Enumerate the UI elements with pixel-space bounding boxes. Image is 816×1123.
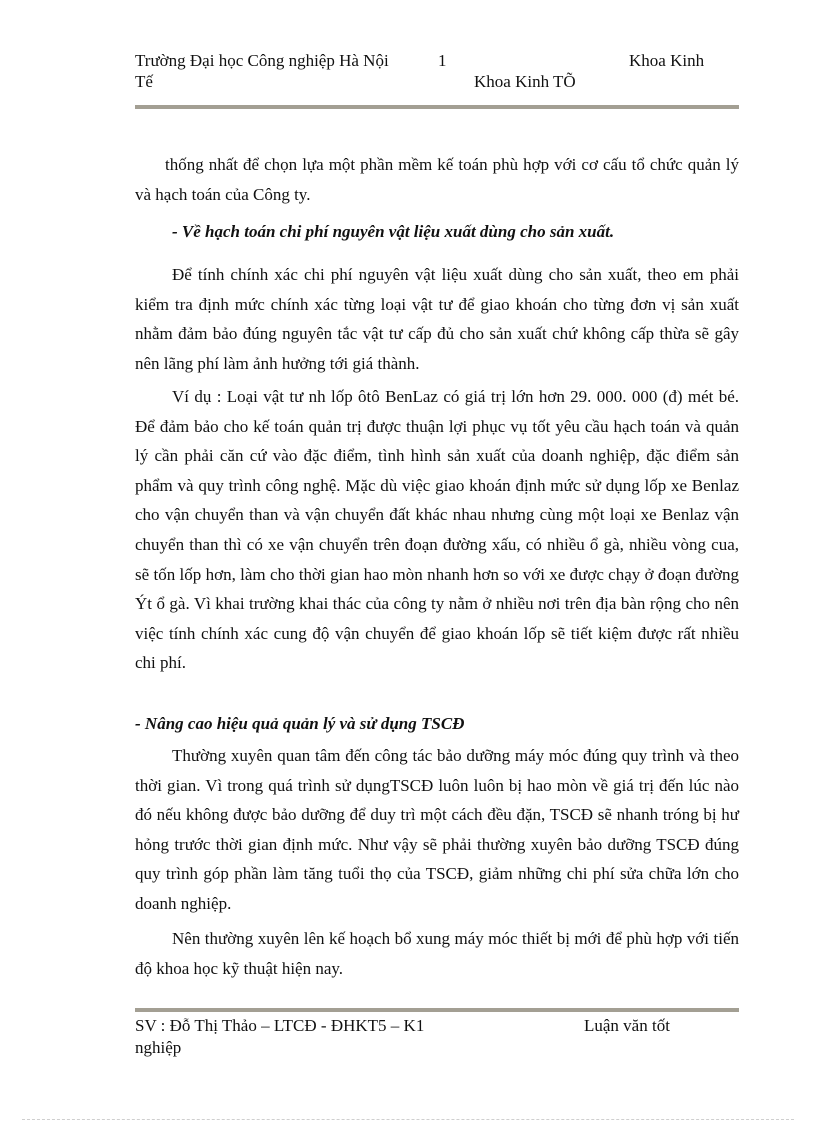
section-heading-fixed-assets: - Nâng cao hiệu quả quản lý và sử dụng TSCĐ [135,714,465,733]
header-rule [135,105,739,109]
paragraph-4: Thường xuyên quan tâm đến công tác bảo dưỡng máy móc đúng quy trình và theo thời gian. Vì trong quá trình sử dụngTSCĐ luôn luôn bị hao mòn về giá trị đến lúc nào đó nếu không được bảo dưỡng để duy trì một cách đều đặn, TSCĐ sẽ nhanh tróng bị hư hỏng trước thời gian định mức. Như vậy sẽ phải thường xuyên bảo dưỡng TSCĐ đúng quy trình góp phần làm tăng tuổi thọ của TSCĐ, giảm những chi phí sửa chữa lớn cho doanh nghiệp. [135,746,739,913]
header-faculty-cont: Tế [135,72,153,91]
section-heading-material-costs: - Về hạch toán chi phí nguyên vật liệu xuất dùng cho sản xuất. [172,222,615,241]
footer-rule [135,1008,739,1012]
paragraph-5: Nên thường xuyên lên kế hoạch bổ xung máy móc thiết bị mới để phù hợp với tiến độ khoa học kỹ thuật hiện nay. [135,929,739,978]
footer-student: SV : Đỗ Thị Thảo – LTCĐ - ĐHKT5 – K1 [135,1016,425,1035]
footer-doc-type-cont: nghiệp [135,1038,182,1057]
footer-doc-type: Luận văn tốt [584,1016,670,1035]
header-faculty-right: Khoa Kinh [629,51,705,70]
paragraph-1: thống nhất để chọn lựa một phần mềm kế toán phù hợp với cơ cấu tổ chức quản lý và hạch toán của Công ty. [135,155,739,204]
paragraph-2: Để tính chính xác chi phí nguyên vật liệu xuất dùng cho sản xuất, theo em phải kiểm tra định mức chính xác từng loại vật tư để giao khoán cho từng đơn vị sản xuất nhằm đảm bảo đúng nguyên tắc vật tư cấp đủ cho sản xuất chứ không cấp thừa sẽ gây nên lãng phí làm ảnh hưởng tới giá thành. [135,265,739,373]
paragraph-3: Ví dụ : Loại vật tư nh lốp ôtô BenLaz có giá trị lớn hơn 29. 000. 000 (đ) mét bé. Để đảm bảo cho kế toán quản trị được thuận lợi phục vụ tốt yêu cầu hạch toán và quản lý cần phải căn cứ vào đặc điểm, tình hình sản xuất của doanh nghiệp, đặc điểm sản phẩm và quy trình công nghệ. Mặc dù việc giao khoán định mức sử dụng lốp xe Benlaz cho vận chuyển than và vận chuyển đất khác nhau nhưng cùng một loại xe Benlaz vận chuyển than thì có xe vận chuyển trên đoạn đường xấu, có nhiều ổ gà, nhiều vòng cua, sẽ tốn lốp hơn, làm cho thời gian hao mòn nhanh hơn so với xe được chạy ở đoạn đường Ýt ổ gà. Vì khai trường khai thác của công ty nằm ở nhiều nơi trên địa bàn rộng cho nên việc tính chính xác cung độ vận chuyển để giao khoán lốp sẽ tiết kiệm được rất nhiều chi phí. [135,387,739,673]
header-school: Trường Đại học Công nghiệp Hà Nội [135,51,389,70]
header-faculty-center: Khoa Kinh TÕ [474,72,576,91]
header-page-number: 1 [438,51,447,70]
page-boundary-line [22,1119,794,1120]
